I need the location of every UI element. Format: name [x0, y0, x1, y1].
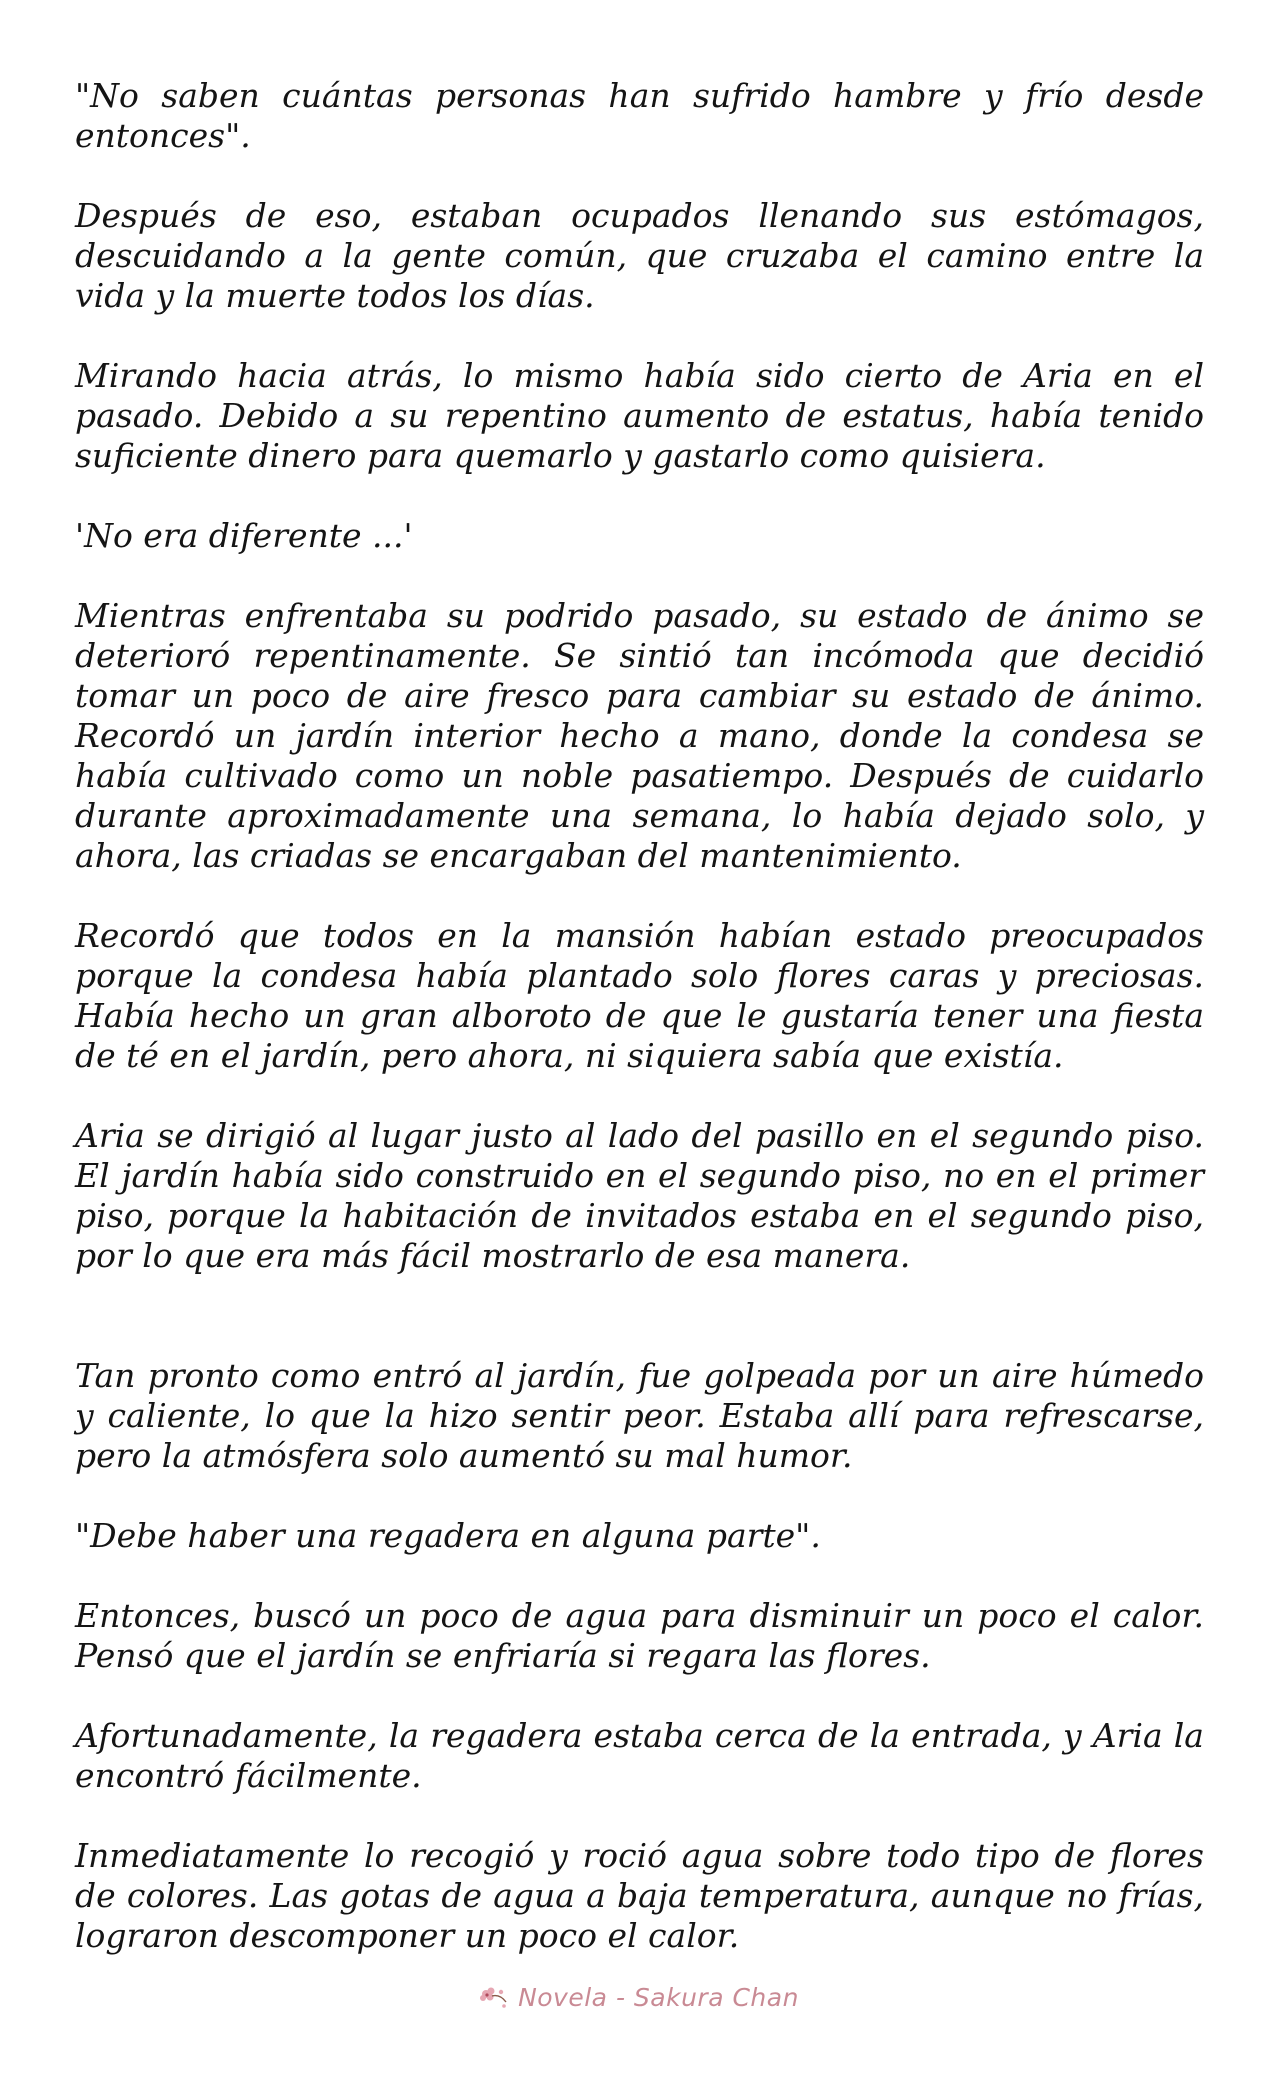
paragraph-7: Aria se dirigió al lugar justo al lado del pasillo en el segundo piso. El jardín había sido construido en el segundo piso, no en el primer piso, porque la habitación de invitados estaba en el segundo piso, por lo que era más fácil mostrarlo de esa manera.	[75, 1116, 1204, 1275]
sakura-blossom-icon	[476, 1982, 510, 2012]
paragraph-6: Recordó que todos en la mansión habían estado preocupados porque la condesa había plantado solo flores caras y preciosas. Había hecho un gran alboroto de que le gustaría tener una fiesta de té en el jardín, pero ahora, ni siquiera sabía que existía.	[75, 916, 1204, 1075]
watermark	[0, 1982, 1275, 2012]
paragraph-8: Tan pronto como entró al jardín, fue golpeada por un aire húmedo y caliente, lo que la hizo sentir peor. Estaba allí para refrescarse, pero la atmósfera solo aumentó su mal humor.	[75, 1356, 1204, 1475]
paragraph-4: 'No era diferente ...'	[75, 516, 413, 555]
paragraph-1: "No saben cuántas personas han sufrido hambre y frío desde entonces".	[75, 76, 1204, 155]
paragraph-12: Inmediatamente lo recogió y roció agua sobre todo tipo de flores de colores. Las gotas de agua a baja temperatura, aunque no frías, lograron descomponer un poco el calor.	[75, 1836, 1204, 1955]
document-body	[75, 76, 1204, 1996]
paragraph-9: "Debe haber una regadera en alguna parte".	[75, 1516, 821, 1555]
paragraph-10: Entonces, buscó un poco de agua para disminuir un poco el calor. Pensó que el jardín se enfriaría si regara las flores.	[75, 1596, 1204, 1675]
paragraph-11: Afortunadamente, la regadera estaba cerca de la entrada, y Aria la encontró fácilmente.	[75, 1716, 1204, 1795]
paragraph-2: Después de eso, estaban ocupados llenando sus estómagos, descuidando a la gente común, que cruzaba el camino entre la vida y la muerte todos los días.	[75, 196, 1204, 315]
watermark-text: Novela - Sakura Chan	[518, 1982, 799, 2012]
paragraph-5: Mientras enfrentaba su podrido pasado, su estado de ánimo se deterioró repentinamente. Se sintió tan incómoda que decidió tomar un poco de aire fresco para cambiar su estado de ánimo. Recordó un jardín interior hecho a mano, donde la condesa se había cultivado como un noble pasatiempo. Después de cuidarlo durante aproximadamente una semana, lo había dejado solo, y ahora, las criadas se encargaban del mantenimiento.	[75, 596, 1204, 875]
paragraph-3: Mirando hacia atrás, lo mismo había sido cierto de Aria en el pasado. Debido a su repentino aumento de estatus, había tenido suficiente dinero para quemarlo y gastarlo como quisiera.	[75, 356, 1204, 475]
